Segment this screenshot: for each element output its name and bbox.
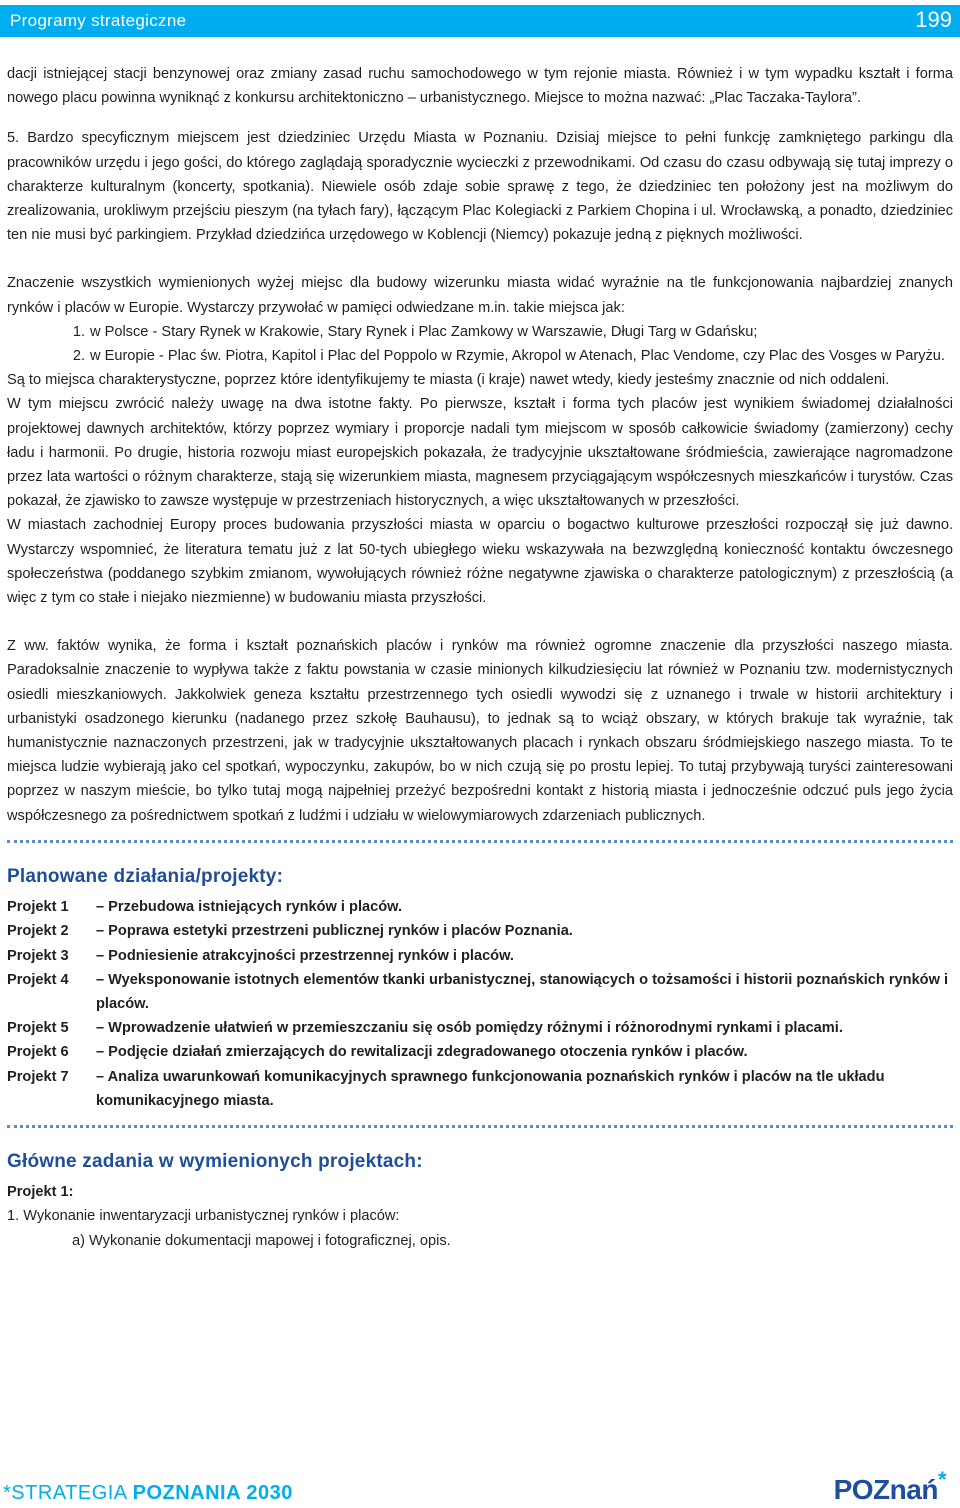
asterisk-icon: *	[937, 1467, 946, 1492]
logo-text: POZnań	[833, 1474, 938, 1505]
page-content	[7, 62, 953, 1253]
list-item	[7, 320, 953, 344]
poznan-logo	[833, 1467, 946, 1506]
dotted-divider	[7, 840, 953, 843]
list-number: 2.	[72, 348, 85, 365]
project-label: Projekt 1	[7, 899, 69, 916]
project-item	[7, 1040, 953, 1064]
paragraph: Są to miejsca charakterystyczne, poprzez które identyfikujemy te miasta (i kraje) nawet wtedy, kiedy jesteśmy znacznie od nich oddaleni.	[7, 372, 890, 389]
list-text: w Europie - Plac św. Piotra, Kapitol i Plac del Poppolo w Rzymie, Akropol w Atenach, Plac Vendome, czy Plac des Vosges w Paryżu.	[90, 348, 945, 365]
project-text: – Przebudowa istniejących rynków i placów.	[96, 899, 403, 916]
project-item	[7, 1065, 953, 1113]
main-tasks-title: Główne zadania w wymienionych projektach:	[7, 1150, 423, 1172]
header-bar	[0, 5, 960, 37]
project-text: – Wprowadzenie ułatwień w przemieszczaniu się osób pomiędzy różnymi i różnorodnymi rynkami i placami.	[96, 1020, 843, 1037]
project-label: Projekt 5	[7, 1020, 69, 1037]
project-label: Projekt 2	[7, 923, 69, 940]
paragraph: 5. Bardzo specyficznym miejscem jest dziedziniec Urzędu Miasta w Poznaniu. Dzisiaj miejsce to pełni funkcję zamkniętego parkingu dla pracowników urzędu i jego gości, do którego zaglądają sporadycznie wycieczki z przewodnikami. Od czasu do czasu odbywają się tutaj imprezy o charakterze kulturalnym (koncerty, spotkania). Niewiele osób zdaje sobie sprawę z tego, że dziedziniec ten położony jest na możliwym do zrealizowania, urokliwym przejściu pieszym (na tyłach fary), łączącym Plac Kolegiacki z Parkiem Chopina i ul. Wrocławską, a ponadto, dziedziniec ten nie musi być parkingiem. Przykład dziedzińca urzędowego w Koblencji (Niemcy) pokazuje jedną z pięknych możliwości.	[7, 130, 953, 244]
paragraph: W tym miejscu zwrócić należy uwagę na dwa istotne fakty. Po pierwsze, kształt i forma tych placów jest wynikiem świadomej działalności projektowej dawnych architektów, którzy poprzez wymiary i proporcje nadali tym miejscom w sposób całkowicie świadomy (zamierzony) cechy ładu i harmonii. Po drugie, historia rozwoju miast europejskich pokazała, że tradycyjnie ukształtowane śródmieścia, zawierające nagromadzone przez lata wartości o różnym charakterze, stają się wizerunkiem miasta, magnesem przyciągającym współczesnych mieszkańców i turystów. Czas pokazał, że zjawisko to zawsze występuje w przestrzeniach historycznych, a więc ukształtowanych w przeszłości.	[7, 396, 953, 510]
task-subitem: a) Wykonanie dokumentacji mapowej i fotograficznej, opis.	[72, 1232, 451, 1249]
project-label: Projekt 3	[7, 947, 69, 964]
project-item	[7, 968, 953, 1016]
page-number: 199	[915, 7, 952, 32]
strategy-prefix: *STRATEGIA	[3, 1482, 133, 1504]
project-text: – Podniesienie atrakcyjności przestrzennej rynków i placów.	[96, 947, 514, 964]
project-item	[7, 919, 953, 943]
strategy-name: POZNANIA 2030	[132, 1482, 293, 1504]
list-item	[7, 344, 953, 368]
project-text: – Poprawa estetyki przestrzeni publicznej rynków i placów Poznania.	[96, 923, 573, 940]
project-text: – Analiza uwarunkowań komunikacyjnych sprawnego funkcjonowania poznańskich rynków i placów na tle układu komunikacyjnego miasta.	[96, 1068, 885, 1109]
paragraph: dacji istniejącej stacji benzynowej oraz zmiany zasad ruchu samochodowego w tym rejonie miasta. Również i w tym wypadku kształt i forma nowego placu powinna wyniknąć z konkursu architektoniczno – urbanistycznego. Miejsce to można nazwać: „Plac Taczaka-Taylora”.	[7, 66, 953, 107]
list-text: w Polsce - Stary Rynek w Krakowie, Stary Rynek i Plac Zamkowy w Warszawie, Długi Targ w Gdańsku;	[90, 323, 758, 340]
paragraph-intro: Znaczenie wszystkich wymienionych wyżej miejsc dla budowy wizerunku miasta widać wyraźnie na tle funkcjonowania najbardziej znanych rynków i placów w Europie. Wystarczy przywołać w pamięci odwiedzane m.in. takie miejsca jak:	[7, 275, 953, 316]
project-text: – Wyeksponowanie istotnych elementów tkanki urbanistycznej, stanowiących o tożsamości i historii poznańskich rynków i placów.	[96, 971, 949, 1012]
project-text: – Podjęcie działań zmierzających do rewitalizacji zdegradowanego otoczenia rynków i placów.	[96, 1044, 748, 1061]
project-label: Projekt 6	[7, 1044, 69, 1061]
planned-actions-title: Planowane działania/projekty:	[7, 865, 284, 887]
strategy-footer	[3, 1482, 293, 1505]
project-item	[7, 944, 953, 968]
task-item: 1. Wykonanie inwentaryzacji urbanistycznej rynków i placów:	[7, 1208, 400, 1225]
paragraph: W miastach zachodniej Europy proces budowania przyszłości miasta w oparciu o bogactwo kulturowe przeszłości rozpoczął się już dawno. Wystarczy wspomnieć, że literatura tematu już z lat 50-tych ubiegłego wieku wskazywała na bezwzględną konieczność kontaktu ówczesnego społeczeństwa (poddanego szybkim zmianom, wywołujących również różne negatywne zjawiska o charakterze patologicznym) z przeszłością (a więc z tym co stałe i niejako niezmienne) w budowaniu miasta przyszłości.	[7, 517, 953, 607]
dotted-divider	[7, 1125, 953, 1128]
project-label: Projekt 4	[7, 971, 69, 988]
project-label: Projekt 7	[7, 1068, 69, 1085]
paragraph: Z ww. faktów wynika, że forma i kształt poznańskich placów i rynków ma również ogromne znaczenie dla przyszłości naszego miasta. Paradoksalnie znaczenie to wypływa także z faktu powstania w czasie minionych kilkudziesięciu lat również w Poznaniu tzw. modernistycznych osiedli mieszkaniowych. Jakkolwiek geneza kształtu przestrzennego tych osiedli wywodzi się z uznanego i trwale w historii architektury i urbanistyki osadzonego kierunku (nadanego przez szkołę Bauhausu), to jednak są to wciąż obszary, w których brakuje tak wyraźnie, tak humanistycznie naznaczonych przestrzeni, jak w tradycyjnie ukształtowanych placach i rynkach obszaru śródmiejskiego naszego miasta. To te miejsca ludzie wybierają jako cel spotkań, wypoczynku, zakupów, bo w nich czują się po prostu lepiej. To tutaj przybywają turyści zainteresowani poprzez w naszym mieście, bo tylko tutaj mogą najpełniej przeżyć bezpośredni kontakt z historią miasta i jednocześnie odczuć puls jego życia współczesnego za pośrednictwem spotkań z ludźmi i udziału w wielowymiarowych zdarzeniach publicznych.	[7, 638, 953, 824]
list-number: 1.	[72, 323, 85, 340]
tasks-project-label: Projekt 1:	[7, 1184, 74, 1201]
project-item	[7, 895, 953, 919]
section-title-header: Programy strategiczne	[10, 11, 187, 30]
project-item	[7, 1016, 953, 1040]
